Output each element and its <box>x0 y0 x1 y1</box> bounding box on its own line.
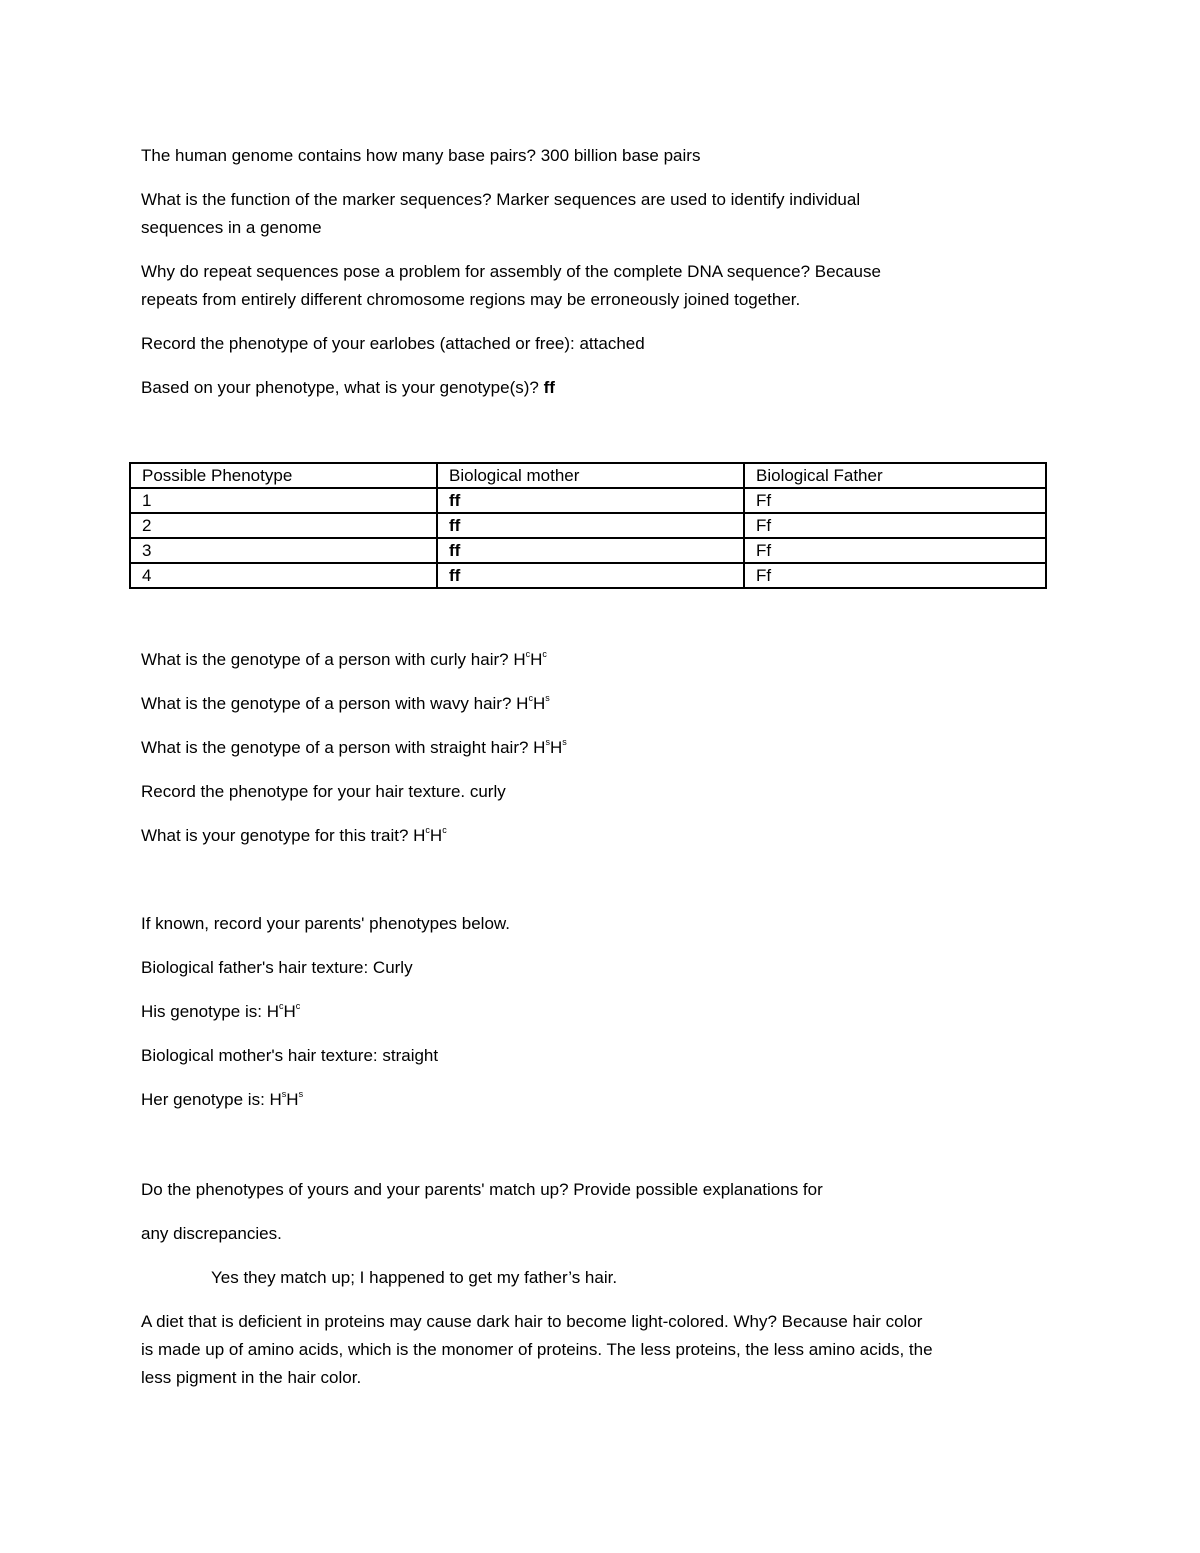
table-row <box>130 488 1046 513</box>
discussion-section <box>141 1176 1061 1408</box>
question-base-pairs: The human genome contains how many base pairs? 300 billion base pairs <box>141 146 701 165</box>
document-body <box>141 142 1061 418</box>
allele: H <box>286 1090 299 1109</box>
table-row <box>130 513 1046 538</box>
table-cell: 2 <box>130 513 437 538</box>
phenotype-table <box>129 462 1047 589</box>
table-cell: Ff <box>744 538 1046 563</box>
diet-line-2: is made up of amino acids, which is the monomer of proteins. The less proteins, the less amino acids, the <box>141 1340 933 1359</box>
discrepancy-answer: Yes they match up; I happened to get my father’s hair. <box>211 1268 618 1287</box>
allele: H <box>530 650 543 669</box>
your-genotype-question-text: What is your genotype for this trait? <box>141 826 414 845</box>
question-curly-genotype <box>141 646 1061 674</box>
table-cell: ff <box>437 538 744 563</box>
diet-line-1: A diet that is deficient in proteins may cause dark hair to become light-colored. Why? Because hair color <box>141 1312 923 1331</box>
repeat-line-2: repeats from entirely different chromosome regions may be erroneously joined together. <box>141 290 801 309</box>
allele: H <box>516 694 529 713</box>
allele: H <box>549 738 563 757</box>
straight-question-text: What is the genotype of a person with straight hair? <box>141 738 534 757</box>
question-wavy-genotype <box>141 690 1061 718</box>
parents-section <box>141 910 1061 1130</box>
allele: H <box>532 694 546 713</box>
table-cell: ff <box>437 513 744 538</box>
question-marker-sequences <box>141 186 1061 242</box>
mother-genotype <box>141 1086 1061 1114</box>
question-straight-genotype <box>141 734 1061 762</box>
table-row <box>130 538 1046 563</box>
genotype-answer: ff <box>543 378 555 397</box>
question-earlobes: Record the phenotype of your earlobes (attached or free): attached <box>141 334 645 353</box>
record-hair-texture: Record the phenotype for your hair texture. curly <box>141 782 506 801</box>
allele: H <box>269 1090 282 1109</box>
allele-superscript: c <box>442 825 447 836</box>
question-your-genotype <box>141 822 1061 850</box>
allele-superscript: s <box>545 737 550 748</box>
parents-intro: If known, record your parents' phenotypes below. <box>141 914 510 933</box>
allele-superscript: c <box>278 1001 284 1012</box>
table-cell: 4 <box>130 563 437 588</box>
marker-line-2: sequences in a genome <box>141 218 322 237</box>
allele-superscript: s <box>298 1089 304 1100</box>
marker-line-1: What is the function of the marker sequences? Marker sequences are used to identify individual <box>141 190 861 209</box>
allele: H <box>513 650 526 669</box>
her-genotype-label: Her genotype is: <box>141 1090 270 1109</box>
wavy-question-text: What is the genotype of a person with wavy hair? <box>141 694 517 713</box>
table-cell: ff <box>437 563 744 588</box>
allele: H <box>429 826 443 845</box>
hair-section <box>141 646 1061 866</box>
table-row <box>130 563 1046 588</box>
discrepancy-question-line-2: any discrepancies. <box>141 1224 282 1243</box>
table-header-cell: Biological Father <box>744 463 1046 488</box>
allele: H <box>413 826 426 845</box>
allele-superscript: s <box>281 1089 287 1100</box>
table-cell: 3 <box>130 538 437 563</box>
father-genotype <box>141 998 1061 1026</box>
genotype-question-text: Based on your phenotype, what is your genotype(s)? <box>141 378 544 397</box>
question-genotype <box>141 374 1061 402</box>
table-header-cell: Biological mother <box>437 463 744 488</box>
discrepancy-question-line-1: Do the phenotypes of yours and your parents' match up? Provide possible explanations for <box>141 1180 823 1199</box>
allele-superscript: c <box>425 825 430 836</box>
allele-superscript: c <box>525 649 531 660</box>
table-header-row <box>130 463 1046 488</box>
father-hair-texture: Biological father's hair texture: Curly <box>141 958 413 977</box>
diet-line-3: less pigment in the hair color. <box>141 1368 362 1387</box>
allele-superscript: c <box>295 1001 301 1012</box>
table-cell: Ff <box>744 563 1046 588</box>
allele-superscript: c <box>542 649 547 660</box>
table-cell: Ff <box>744 513 1046 538</box>
table-cell: 1 <box>130 488 437 513</box>
table-header-cell: Possible Phenotype <box>130 463 437 488</box>
repeat-line-1: Why do repeat sequences pose a problem for assembly of the complete DNA sequence? Because <box>141 262 881 281</box>
curly-question-text: What is the genotype of a person with curly hair? <box>141 650 514 669</box>
question-repeat-sequences <box>141 258 1061 314</box>
mother-hair-texture: Biological mother's hair texture: straight <box>141 1046 439 1065</box>
diet-question <box>141 1308 1061 1392</box>
allele: H <box>533 738 546 757</box>
table-cell: Ff <box>744 488 1046 513</box>
allele-superscript: s <box>562 737 567 748</box>
allele-superscript: c <box>528 693 533 704</box>
allele: H <box>266 1002 279 1021</box>
his-genotype-label: His genotype is: <box>141 1002 267 1021</box>
allele-superscript: s <box>545 693 550 704</box>
table-cell: ff <box>437 488 744 513</box>
allele: H <box>283 1002 296 1021</box>
